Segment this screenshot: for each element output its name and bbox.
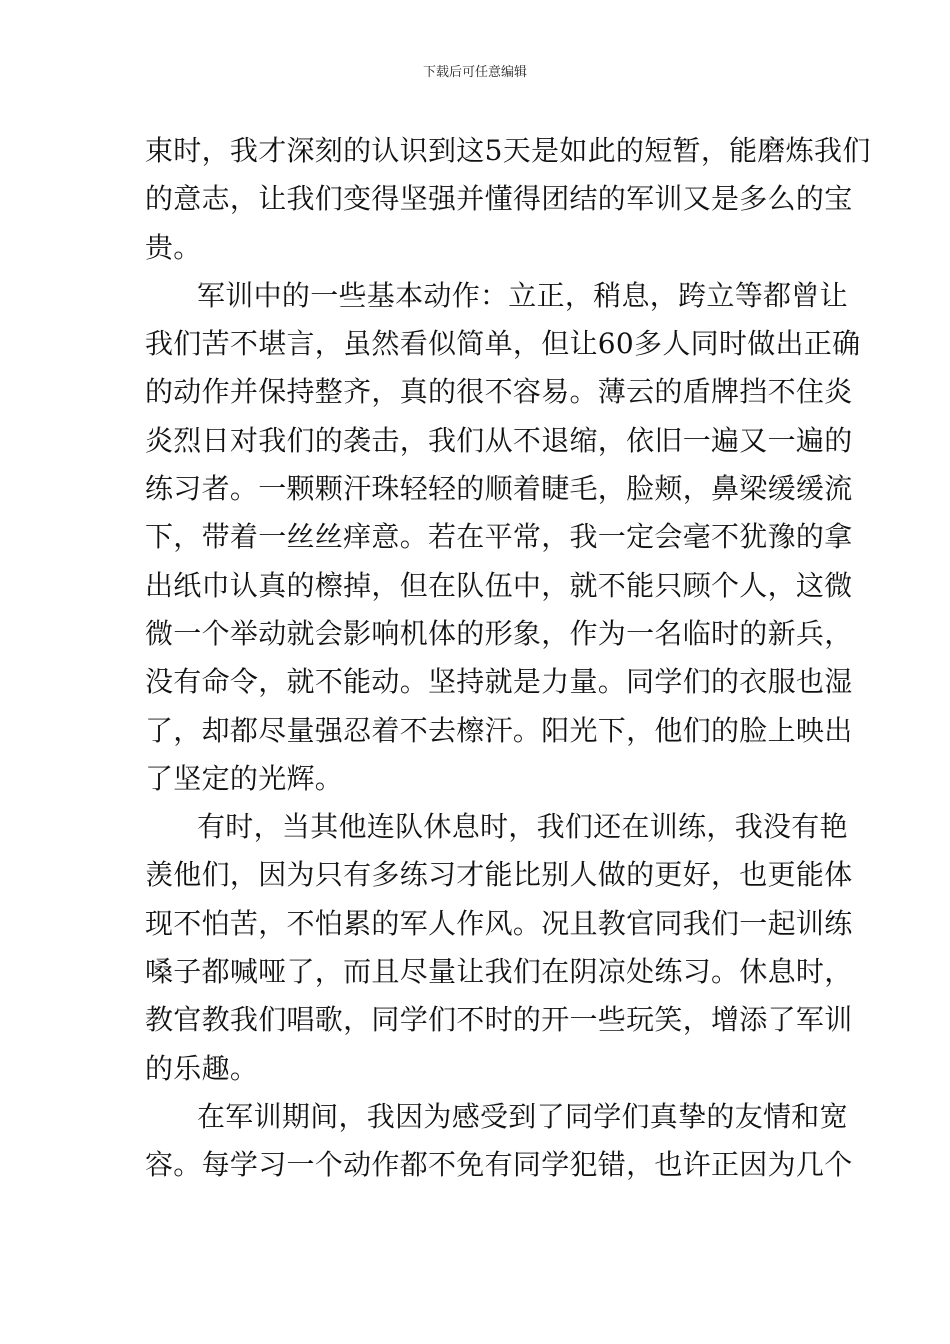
text-line: 的乐趣。 <box>145 1051 259 1085</box>
text-line: 了坚定的光辉。 <box>145 761 344 795</box>
page-header: 下载后可任意编辑 <box>422 65 527 80</box>
text-line: 束时，我才深刻的认识到这5天是如此的短暂，能磨炼我们 <box>145 134 871 167</box>
text-line: 炎烈日对我们的袭击，我们从不退缩，依旧一遍又一遍的 <box>145 423 853 457</box>
text-line: 现不怕苦，不怕累的军人作风。况且教官同我们一起训练 <box>145 906 853 940</box>
document-body <box>145 127 871 1190</box>
text-line: 容。每学习一个动作都不免有同学犯错，也许正因为几个 <box>145 1148 853 1182</box>
paragraph-start-line: 有时，当其他连队休息时，我们还在训练，我没有艳 <box>197 810 848 844</box>
text-line: 微一个举动就会影响机体的形象，作为一名临时的新兵， <box>145 616 853 650</box>
text-line: 我们苦不堪言，虽然看似简单，但让60多人同时做出正确 <box>145 327 861 361</box>
text-line: 了，却都尽量强忍着不去檫汗。阳光下，他们的脸上映出 <box>145 713 853 747</box>
paragraph-start-line: 军训中的一些基本动作：立正，稍息，跨立等都曾让 <box>197 278 848 312</box>
paragraph-start-line: 在军训期间，我因为感受到了同学们真挚的友情和宽 <box>197 1099 848 1133</box>
text-line: 的意志，让我们变得坚强并懂得团结的军训又是多么的宝 <box>145 182 853 216</box>
text-line: 教官教我们唱歌，同学们不时的开一些玩笑，增添了军训 <box>145 1003 853 1037</box>
text-line: 下，带着一丝丝痒意。若在平常，我一定会毫不犹豫的拿 <box>145 520 853 554</box>
text-line: 羡他们，因为只有多练习才能比别人做的更好，也更能体 <box>145 858 853 892</box>
text-line: 嗓子都喊哑了，而且尽量让我们在阴凉处练习。休息时， <box>145 955 853 989</box>
text-line: 没有命令，就不能动。坚持就是力量。同学们的衣服也湿 <box>145 665 853 699</box>
text-line: 的动作并保持整齐，真的很不容易。薄云的盾牌挡不住炎 <box>145 375 853 409</box>
text-line: 练习者。一颗颗汗珠轻轻的顺着睫毛，脸颊，鼻梁缓缓流 <box>145 472 853 506</box>
text-line: 出纸巾认真的檫掉，但在队伍中，就不能只顾个人，这微 <box>145 568 853 602</box>
text-line: 贵。 <box>145 230 202 264</box>
